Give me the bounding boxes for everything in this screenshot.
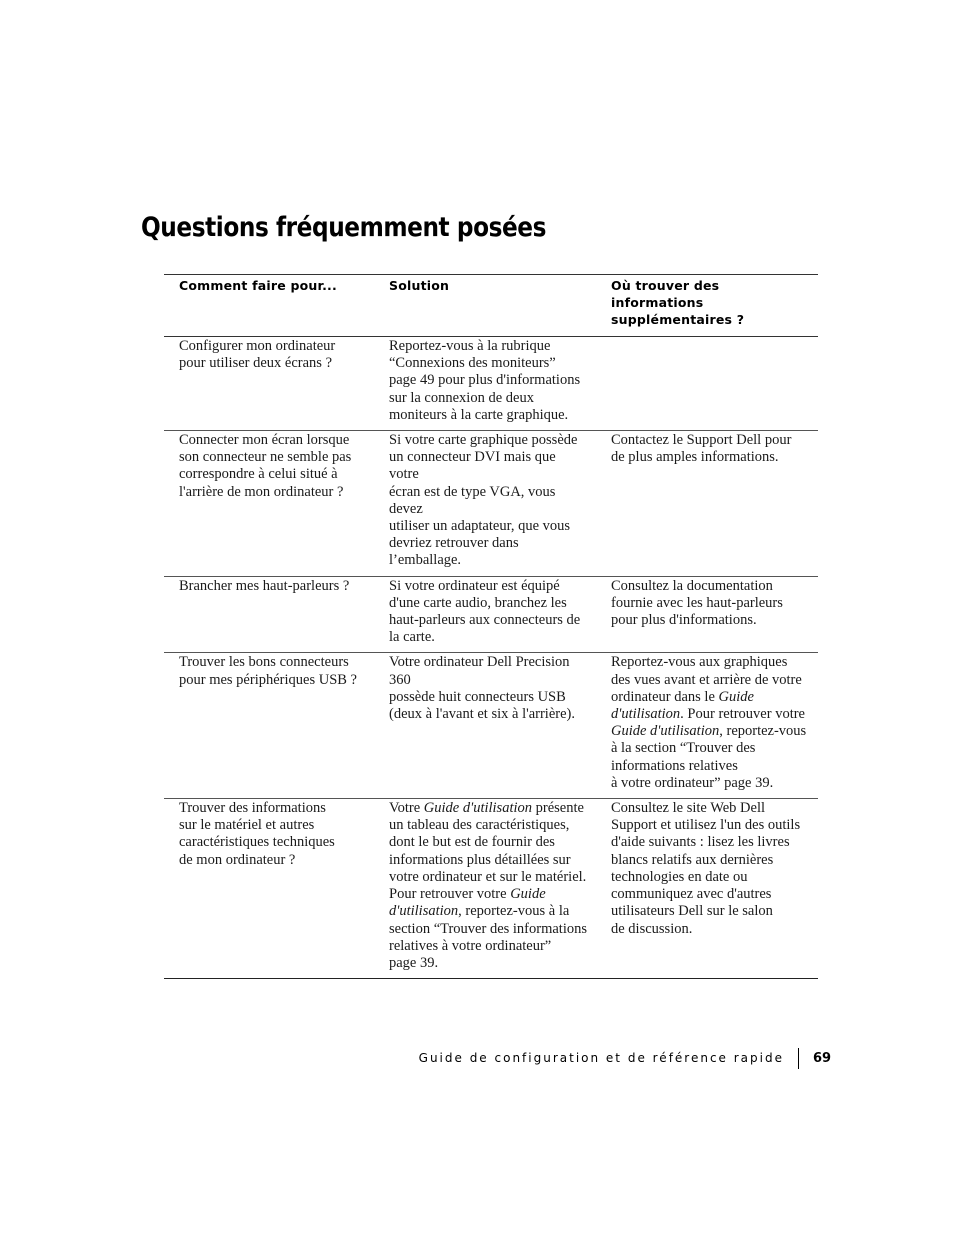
info-cell [596, 337, 818, 431]
table-row [164, 653, 818, 799]
solution-cell: Votre ordinateur Dell Precision 360 possède huit connecteurs USB (deux à l'avant et six à l'arrière). [374, 653, 596, 799]
solution-cell: Votre Guide d'utilisation présente un tableau des caractéristiques, dont le but est de fournir des informations plus détaillées sur votre ordinateur et sur le matériel. Pour retrouver votre Guide d'utilisation, reportez-vous à la section “Trouver des informations relatives à votre ordinateur” page 39. [374, 799, 596, 979]
table-header-row [164, 275, 818, 337]
footer-guide-title: Guide de configuration et de référence rapide [418, 1051, 784, 1065]
info-cell: Consultez la documentation fournie avec les haut-parleurs pour plus d'informations. [596, 576, 818, 653]
page-number: 69 [813, 1051, 832, 1066]
question-cell: Trouver des informations sur le matériel et autres caractéristiques techniques de mon ordinateur ? [164, 799, 374, 979]
info-cell: Consultez le site Web Dell Support et utilisez l'un des outils d'aide suivants : lisez les livres blancs relatifs aux dernières technologies en date ou communiquez avec d'autres utilisateurs Dell sur le salon de discussion. [596, 799, 818, 979]
solution-cell: Si votre carte graphique possède un connecteur DVI mais que votre écran est de type VGA, vous devez utiliser un adaptateur, que vous devriez retrouver dans l’emballage. [374, 431, 596, 577]
question-cell: Connecter mon écran lorsque son connecteur ne semble pas correspondre à celui situé à l'arrière de mon ordinateur ? [164, 431, 374, 577]
page-footer [0, 1051, 954, 1071]
header-solution: Solution [374, 275, 596, 337]
table-row [164, 576, 818, 653]
table-row [164, 431, 818, 577]
solution-cell: Reportez-vous à la rubrique “Connexions des moniteurs” page 49 pour plus d'informations sur la connexion de deux moniteurs à la carte graphique. [374, 337, 596, 431]
solution-cell: Si votre ordinateur est équipé d'une carte audio, branchez les haut-parleurs aux connecteurs de la carte. [374, 576, 596, 653]
question-cell: Brancher mes haut-parleurs ? [164, 576, 374, 653]
info-cell: Contactez le Support Dell pour de plus amples informations. [596, 431, 818, 577]
info-cell: Reportez-vous aux graphiques des vues avant et arrière de votre ordinateur dans le Guide d'utilisation. Pour retrouver votre Guide d'utilisation, reportez-vous à la section “Trouver des informations relatives à votre ordinateur” page 39. [596, 653, 818, 799]
footer-separator [798, 1048, 799, 1069]
page-title: Questions fréquemment posées [141, 212, 547, 243]
header-how-to: Comment faire pour... [164, 275, 374, 337]
header-more-info: Où trouver des informations supplémentaires ? [596, 275, 818, 337]
question-cell: Configurer mon ordinateur pour utiliser deux écrans ? [164, 337, 374, 431]
question-cell: Trouver les bons connecteurs pour mes périphériques USB ? [164, 653, 374, 799]
table-row [164, 337, 818, 431]
faq-table [164, 274, 818, 979]
table-row [164, 799, 818, 979]
